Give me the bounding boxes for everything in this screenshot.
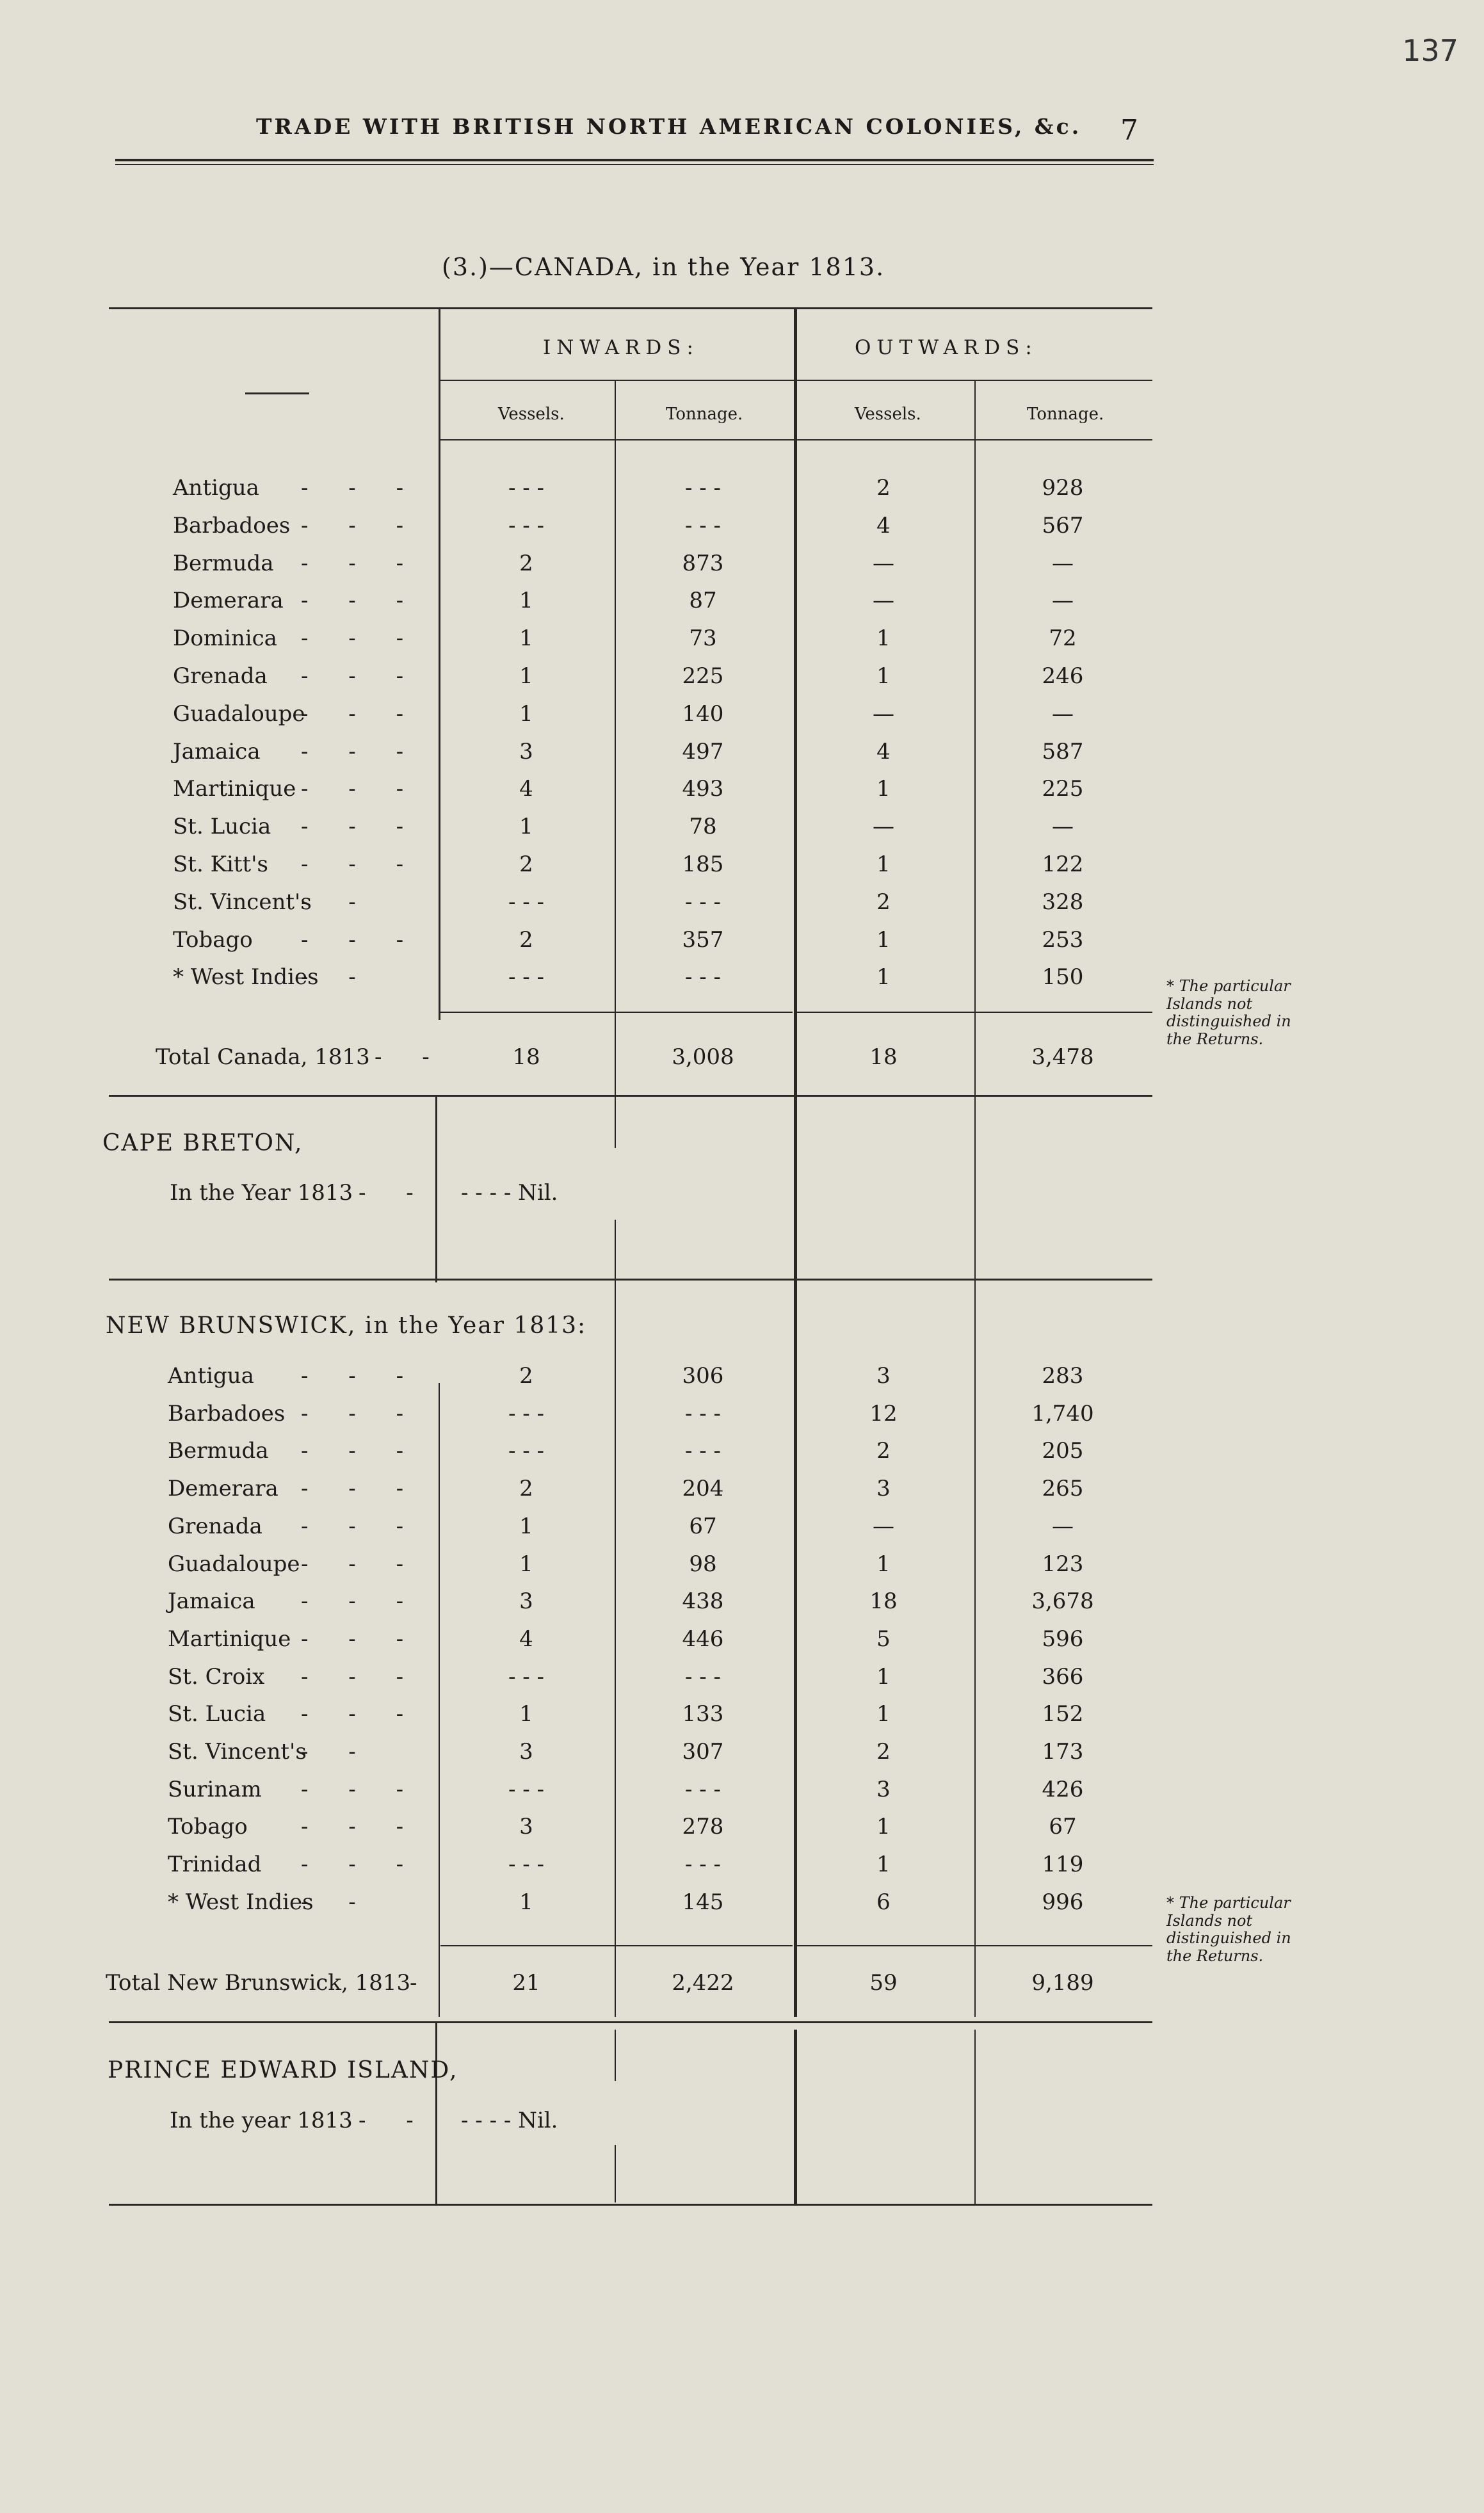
row-in-tonnage: 73 bbox=[689, 626, 717, 652]
row-out-tonnage: 426 bbox=[1042, 1776, 1084, 1802]
row-in-vessels: 2 bbox=[519, 1363, 533, 1389]
row-in-vessels: 2 bbox=[519, 852, 533, 877]
row-in-tonnage: - - - bbox=[684, 964, 722, 990]
table-title: (3.)—CANADA, in the Year 1813. bbox=[442, 253, 885, 281]
row-in-vessels: 1 bbox=[519, 1551, 533, 1577]
row-out-vessels: 3 bbox=[876, 1776, 891, 1802]
row-in-vessels: - - - bbox=[508, 1663, 545, 1690]
row-dashes: - - - bbox=[301, 852, 421, 877]
row-name: Demerara bbox=[173, 588, 284, 614]
inwards-outwards-divider bbox=[794, 309, 797, 1097]
row-name: Bermuda bbox=[173, 550, 274, 576]
inwards-header: INWARDS: bbox=[543, 336, 699, 359]
row-out-tonnage: — bbox=[1052, 814, 1074, 840]
row-dashes: - - - bbox=[301, 626, 421, 652]
row-out-vessels: 1 bbox=[876, 852, 891, 877]
row-out-vessels: 5 bbox=[876, 1626, 891, 1652]
row-out-vessels: — bbox=[873, 1513, 894, 1539]
row-in-tonnage: 446 bbox=[682, 1626, 724, 1652]
row-out-tonnage: 173 bbox=[1042, 1739, 1084, 1765]
row-out-tonnage: 1,740 bbox=[1031, 1400, 1094, 1426]
row-out-vessels: 1 bbox=[876, 1701, 891, 1727]
row-name: Jamaica bbox=[173, 738, 261, 764]
row-out-vessels: 1 bbox=[876, 964, 891, 990]
row-out-tonnage: 366 bbox=[1042, 1663, 1084, 1690]
nb-total-in-tonnage: 2,422 bbox=[672, 1970, 734, 1996]
row-in-tonnage: 78 bbox=[689, 814, 717, 840]
row-in-tonnage: 98 bbox=[689, 1551, 717, 1577]
row-in-vessels: - - - bbox=[508, 1400, 545, 1426]
row-name: * West Indies bbox=[168, 1889, 314, 1915]
row-out-tonnage: 123 bbox=[1042, 1551, 1084, 1577]
row-dashes: - - - bbox=[301, 550, 421, 576]
row-in-tonnage: 497 bbox=[682, 738, 724, 764]
row-in-vessels: 2 bbox=[519, 926, 533, 953]
row-in-vessels: 4 bbox=[519, 776, 533, 802]
row-dashes: - - - bbox=[301, 1551, 421, 1577]
row-dashes: - - bbox=[301, 889, 373, 915]
outwards-tonnage-header: Tonnage. bbox=[1027, 405, 1104, 424]
row-dashes: - - - bbox=[301, 588, 421, 614]
row-out-tonnage: 67 bbox=[1049, 1814, 1077, 1840]
canada-total-out-tonnage: 3,478 bbox=[1031, 1044, 1094, 1070]
row-in-tonnage: - - - bbox=[684, 1776, 722, 1802]
row-in-vessels: 3 bbox=[519, 738, 533, 764]
row-dashes: - - - bbox=[301, 1852, 421, 1878]
row-out-vessels: 1 bbox=[876, 776, 891, 802]
row-in-tonnage: 185 bbox=[682, 852, 724, 877]
row-in-vessels: 3 bbox=[519, 1814, 533, 1840]
row-name: Surinam bbox=[168, 1776, 262, 1802]
cape-breton-left-border bbox=[435, 1097, 437, 1282]
row-dashes: - - - bbox=[301, 512, 421, 538]
row-name: Demerara bbox=[168, 1476, 278, 1502]
inwards-vessels-header: Vessels. bbox=[498, 405, 565, 424]
row-in-vessels: 2 bbox=[519, 1476, 533, 1502]
row-out-vessels: 2 bbox=[876, 889, 891, 915]
row-out-vessels: — bbox=[873, 550, 894, 576]
row-out-tonnage: 253 bbox=[1042, 926, 1084, 953]
cape-breton-out-divider bbox=[974, 1097, 976, 1282]
canada-total-in-tonnage: 3,008 bbox=[672, 1044, 734, 1070]
pei-bottom-rule bbox=[109, 2204, 1152, 2206]
row-dashes: - - - bbox=[301, 1626, 421, 1652]
row-out-vessels: 1 bbox=[876, 926, 891, 953]
row-dashes: - - - bbox=[301, 1400, 421, 1426]
row-name: Guadaloupe bbox=[173, 700, 305, 727]
row-in-tonnage: 67 bbox=[689, 1513, 717, 1539]
row-out-tonnage: 596 bbox=[1042, 1626, 1084, 1652]
row-out-tonnage: 567 bbox=[1042, 512, 1084, 538]
running-head-title: TRADE WITH BRITISH NORTH AMERICAN COLONIES, &c. bbox=[256, 114, 1082, 139]
pei-tick-lower bbox=[615, 2145, 616, 2202]
row-name: St. Croix bbox=[168, 1663, 265, 1690]
row-out-vessels: — bbox=[873, 814, 894, 840]
row-out-tonnage: — bbox=[1052, 588, 1074, 614]
canada-total-in-vessels: 18 bbox=[512, 1044, 540, 1070]
pei-left-border bbox=[435, 2023, 437, 2204]
row-in-vessels: 2 bbox=[519, 550, 533, 576]
new-brunswick-heading: NEW BRUNSWICK, in the Year 1813: bbox=[106, 1313, 587, 1339]
nb-total-in-vessels: 21 bbox=[512, 1970, 540, 1996]
outwards-vessels-header: Vessels. bbox=[855, 405, 921, 424]
row-name: Barbadoes bbox=[173, 512, 291, 538]
row-in-tonnage: 357 bbox=[682, 926, 724, 953]
outwards-column-divider bbox=[974, 380, 976, 1095]
row-out-tonnage: 205 bbox=[1042, 1438, 1084, 1464]
row-dashes: - - - bbox=[301, 1663, 421, 1690]
row-name: St. Lucia bbox=[168, 1701, 266, 1727]
row-in-tonnage: - - - bbox=[684, 1663, 722, 1690]
row-in-tonnage: - - - bbox=[684, 1400, 722, 1426]
nb-outwards-column-divider bbox=[974, 1281, 976, 2017]
row-out-tonnage: 265 bbox=[1042, 1476, 1084, 1502]
row-out-tonnage: 246 bbox=[1042, 663, 1084, 689]
nb-total-label: Total New Brunswick, 1813 bbox=[106, 1970, 411, 1996]
outwards-header: OUTWARDS: bbox=[855, 336, 1038, 359]
row-in-tonnage: - - - bbox=[684, 475, 722, 501]
row-in-vessels: 1 bbox=[519, 1513, 533, 1539]
nb-total-rule-out bbox=[797, 1945, 1152, 1946]
row-name: St. Vincent's bbox=[168, 1739, 307, 1765]
row-name: Martinique bbox=[173, 776, 296, 802]
header-rule-thin bbox=[115, 164, 1154, 165]
row-in-vessels: 1 bbox=[519, 814, 533, 840]
row-name: Tobago bbox=[173, 926, 253, 953]
row-name: * West Indies bbox=[173, 964, 319, 990]
row-in-tonnage: - - - bbox=[684, 512, 722, 538]
row-name: Jamaica bbox=[168, 1588, 255, 1615]
nb-total-dashes: - bbox=[410, 1970, 434, 1996]
row-in-vessels: - - - bbox=[508, 964, 545, 990]
row-out-vessels: 18 bbox=[869, 1588, 898, 1615]
nb-left-border bbox=[439, 1383, 440, 2017]
row-out-vessels: 2 bbox=[876, 1438, 891, 1464]
row-dashes: - - - bbox=[301, 1701, 421, 1727]
row-name: Grenada bbox=[168, 1513, 262, 1539]
row-in-vessels: - - - bbox=[508, 475, 545, 501]
row-out-tonnage: 587 bbox=[1042, 738, 1084, 764]
canada-bottom-rule bbox=[109, 1095, 1152, 1097]
nb-inwards-column-divider bbox=[615, 1281, 616, 2017]
row-in-vessels: 1 bbox=[519, 1889, 533, 1915]
row-in-tonnage: 140 bbox=[682, 700, 724, 727]
row-dashes: - - - bbox=[301, 475, 421, 501]
canada-total-rule-in bbox=[440, 1012, 793, 1013]
row-dashes: - - - bbox=[301, 1363, 421, 1389]
nb-total-rule-in bbox=[440, 1945, 793, 1946]
row-out-vessels: 6 bbox=[876, 1889, 891, 1915]
canada-total-out-vessels: 18 bbox=[869, 1044, 898, 1070]
row-name: St. Kitt's bbox=[173, 852, 268, 877]
header-rule-thick bbox=[115, 159, 1154, 161]
page-number: 137 bbox=[1402, 33, 1458, 68]
canada-total-dashes: - - bbox=[375, 1044, 446, 1070]
row-in-tonnage: - - - bbox=[684, 1438, 722, 1464]
row-in-vessels: - - - bbox=[508, 1776, 545, 1802]
header-stub-dash bbox=[245, 392, 309, 394]
pei-out-divider bbox=[974, 2030, 976, 2204]
row-out-vessels: 1 bbox=[876, 626, 891, 652]
nb-total-out-vessels: 59 bbox=[869, 1970, 898, 1996]
row-out-tonnage: 3,678 bbox=[1031, 1588, 1094, 1615]
row-dashes: - - - bbox=[301, 1476, 421, 1502]
row-out-tonnage: — bbox=[1052, 550, 1074, 576]
row-dashes: - - - bbox=[301, 1438, 421, 1464]
inwards-column-divider bbox=[615, 380, 616, 1095]
row-out-vessels: 4 bbox=[876, 738, 891, 764]
pei-divider bbox=[794, 2030, 797, 2204]
row-out-vessels: 3 bbox=[876, 1363, 891, 1389]
row-dashes: - - - bbox=[301, 814, 421, 840]
table-top-rule bbox=[109, 307, 1152, 309]
row-out-tonnage: 328 bbox=[1042, 889, 1084, 915]
row-out-tonnage: 283 bbox=[1042, 1363, 1084, 1389]
row-in-vessels: 1 bbox=[519, 700, 533, 727]
row-in-tonnage: 225 bbox=[682, 663, 724, 689]
row-in-vessels: 1 bbox=[519, 663, 533, 689]
row-out-vessels: 1 bbox=[876, 1663, 891, 1690]
row-name: Antigua bbox=[168, 1363, 254, 1389]
prince-edward-heading: PRINCE EDWARD ISLAND, bbox=[108, 2057, 458, 2083]
running-head-page: 7 bbox=[1120, 114, 1138, 147]
canada-footnote: * The particular Islands not distinguished in the Returns. bbox=[1166, 977, 1291, 1048]
row-in-tonnage: 306 bbox=[682, 1363, 724, 1389]
row-name: St. Lucia bbox=[173, 814, 271, 840]
row-in-vessels: 1 bbox=[519, 626, 533, 652]
row-dashes: - - - bbox=[301, 1513, 421, 1539]
row-out-vessels: 2 bbox=[876, 1739, 891, 1765]
row-in-tonnage: 133 bbox=[682, 1701, 724, 1727]
prince-edward-nil: - - - - Nil. bbox=[461, 2108, 558, 2133]
row-out-vessels: 4 bbox=[876, 512, 891, 538]
row-out-vessels: 1 bbox=[876, 1551, 891, 1577]
row-out-tonnage: — bbox=[1052, 700, 1074, 727]
prince-edward-year: In the year 1813 bbox=[170, 2108, 353, 2133]
nb-bottom-rule bbox=[109, 2021, 1152, 2023]
row-dashes: - - bbox=[301, 1889, 373, 1915]
cape-breton-dashes: - - bbox=[359, 1180, 430, 1206]
row-dashes: - - bbox=[301, 1739, 373, 1765]
row-out-vessels: 1 bbox=[876, 1852, 891, 1878]
row-out-vessels: — bbox=[873, 700, 894, 727]
row-in-tonnage: 438 bbox=[682, 1588, 724, 1615]
row-name: Antigua bbox=[173, 475, 259, 501]
row-name: Bermuda bbox=[168, 1438, 269, 1464]
column-header-rule bbox=[440, 439, 1152, 440]
inwards-left-border bbox=[439, 309, 440, 1020]
cape-breton-tick-upper bbox=[615, 1097, 616, 1148]
row-dashes: - - - bbox=[301, 663, 421, 689]
row-in-tonnage: 145 bbox=[682, 1889, 724, 1915]
row-dashes: - - - bbox=[301, 1588, 421, 1615]
row-out-tonnage: 996 bbox=[1042, 1889, 1084, 1915]
row-name: Guadaloupe bbox=[168, 1551, 300, 1577]
row-out-vessels: 1 bbox=[876, 663, 891, 689]
row-in-tonnage: - - - bbox=[684, 1852, 722, 1878]
row-dashes: - - - bbox=[301, 700, 421, 727]
row-out-vessels: 2 bbox=[876, 475, 891, 501]
row-in-tonnage: - - - bbox=[684, 889, 722, 915]
row-name: Barbadoes bbox=[168, 1400, 286, 1426]
cape-breton-divider bbox=[794, 1097, 797, 1282]
row-out-vessels: 12 bbox=[869, 1400, 898, 1426]
nb-inwards-outwards-divider bbox=[794, 1281, 797, 2017]
row-in-vessels: 3 bbox=[519, 1588, 533, 1615]
cape-breton-heading: CAPE BRETON, bbox=[102, 1130, 303, 1156]
row-out-vessels: 1 bbox=[876, 1814, 891, 1840]
row-name: Trinidad bbox=[168, 1852, 262, 1878]
nb-total-out-tonnage: 9,189 bbox=[1031, 1970, 1094, 1996]
row-in-vessels: - - - bbox=[508, 889, 545, 915]
row-name: Martinique bbox=[168, 1626, 291, 1652]
row-out-tonnage: 225 bbox=[1042, 776, 1084, 802]
canada-total-label: Total Canada, 1813 bbox=[156, 1044, 370, 1070]
row-out-tonnage: — bbox=[1052, 1513, 1074, 1539]
prince-edward-dashes: - - bbox=[359, 2108, 430, 2133]
row-dashes: - - - bbox=[301, 926, 421, 953]
row-in-tonnage: 873 bbox=[682, 550, 724, 576]
row-in-vessels: - - - bbox=[508, 1852, 545, 1878]
row-out-tonnage: 72 bbox=[1049, 626, 1077, 652]
row-dashes: - - bbox=[301, 964, 373, 990]
row-in-vessels: 1 bbox=[519, 588, 533, 614]
row-out-vessels: — bbox=[873, 588, 894, 614]
nb-footnote: * The particular Islands not distinguished in the Returns. bbox=[1166, 1894, 1291, 1965]
row-in-tonnage: 87 bbox=[689, 588, 717, 614]
row-in-vessels: 4 bbox=[519, 1626, 533, 1652]
row-in-vessels: 1 bbox=[519, 1701, 533, 1727]
row-in-vessels: - - - bbox=[508, 512, 545, 538]
cape-breton-year: In the Year 1813 bbox=[170, 1180, 353, 1206]
row-name: Grenada bbox=[173, 663, 268, 689]
row-name: St. Vincent's bbox=[173, 889, 312, 915]
row-name: Dominica bbox=[173, 626, 277, 652]
row-out-tonnage: 150 bbox=[1042, 964, 1084, 990]
inwards-tonnage-header: Tonnage. bbox=[666, 405, 743, 424]
cape-breton-nil: - - - - Nil. bbox=[461, 1180, 558, 1206]
pei-tick-upper bbox=[615, 2030, 616, 2081]
cape-breton-tick-lower bbox=[615, 1220, 616, 1281]
row-name: Tobago bbox=[168, 1814, 248, 1840]
row-in-tonnage: 493 bbox=[682, 776, 724, 802]
group-header-rule bbox=[440, 380, 1152, 381]
row-in-vessels: - - - bbox=[508, 1438, 545, 1464]
row-out-tonnage: 928 bbox=[1042, 475, 1084, 501]
row-out-tonnage: 122 bbox=[1042, 852, 1084, 877]
row-dashes: - - - bbox=[301, 738, 421, 764]
cape-breton-bottom-rule bbox=[109, 1279, 1152, 1281]
row-in-tonnage: 204 bbox=[682, 1476, 724, 1502]
row-in-tonnage: 278 bbox=[682, 1814, 724, 1840]
row-in-tonnage: 307 bbox=[682, 1739, 724, 1765]
row-out-tonnage: 119 bbox=[1042, 1852, 1084, 1878]
canada-total-rule-out bbox=[797, 1012, 1152, 1013]
row-in-vessels: 3 bbox=[519, 1739, 533, 1765]
row-out-tonnage: 152 bbox=[1042, 1701, 1084, 1727]
row-dashes: - - - bbox=[301, 1814, 421, 1840]
row-out-vessels: 3 bbox=[876, 1476, 891, 1502]
row-dashes: - - - bbox=[301, 1776, 421, 1802]
row-dashes: - - - bbox=[301, 776, 421, 802]
